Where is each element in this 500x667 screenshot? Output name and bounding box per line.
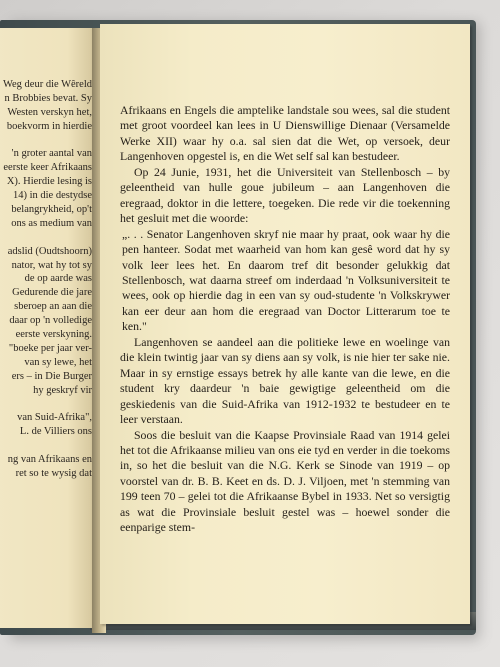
- left-page-line: ng van Afrikaans en: [7, 454, 92, 466]
- left-page-line: belangrykheid, op't: [11, 204, 92, 216]
- left-page-line: ons as medium van: [11, 217, 92, 229]
- left-page-line: Weg deur die Wêreld: [2, 79, 92, 90]
- left-page-line: de op aarde was: [24, 273, 92, 285]
- left-page-line: ers – in Die Burger: [11, 370, 92, 382]
- paragraph-2: Op 24 Junie, 1931, het die Universiteit van Stellenbosch – by geleentheid van hulle goue jubileum – aan Langenhoven die eregraad, doktor in die lettere, toegeken. Die rede vir die toekenning het gesluit met die woorde:: [120, 164, 450, 226]
- left-page-line: L. de Villiers ons: [19, 426, 92, 438]
- left-page-line: van sy lewe, het: [24, 356, 92, 368]
- right-page-text: [120, 103, 450, 536]
- left-page-line: Westen verskyn het,: [7, 106, 92, 118]
- left-page-line: Gedurende die jare: [12, 287, 92, 299]
- paragraph-5: Soos die besluit van die Kaapse Provinsiale Raad van 1914 gelei het tot die Afrikaanse milieu van ons eie tyd en verder in die toekoms in, so het die besluit van die N.G. Kerk se Sinode van 1919 – op voorstel van dr. B. B. Keet en ds. D. J. Viljoen, met 'n stemming van 199 teen 70 – gelei tot die Afrikaanse Bybel in 1933. Net so versigtig as wat die Provinsiale besluit gestel was – hoewel sonder die eenparige stem-: [120, 427, 450, 535]
- left-page-line: adslid (Oudtshoorn): [7, 245, 92, 257]
- left-page-line: sberoep an aan die: [14, 301, 92, 313]
- left-page-line: 14) in die destydse: [12, 190, 92, 202]
- left-page-line: [0, 439, 92, 453]
- left-page-line: [0, 134, 92, 148]
- paragraph-quote: „. . . Senator Langenhoven skryf nie maar hy praat, ook waar hy die pen hanteer. Sodat met waarheid van hom kan gesê word dat hy sy volk leer lees het. En daarom tref dit besonder gelukkig dat Stellenbosch, wat daarna streef om inderdaad 'n Volksuniversiteit te wees, ook op hierdie dag in een van sy oud-studente 'n Volkskrywer kan eer deur aan hom die eregraad van Doctor Litterarum toe te ken.": [122, 226, 450, 334]
- left-page-line: 'n groter aantal van: [11, 148, 92, 160]
- left-page-line: eerste verskyning.: [15, 329, 92, 341]
- left-page-line: boekvorm in hierdie: [6, 120, 92, 132]
- left-page-line: ret so te wysig dat: [15, 467, 92, 479]
- left-page-line: nator, wat hy tot sy: [11, 259, 92, 271]
- paragraph-4: Langenhoven se aandeel aan die politieke lewe en woelinge van die klein twintig jaar van sy diens aan sy volk, is nie hier ter sake nie. Maar in sy ernstige essays betrek hy alle kante van die lewe, en die student kry daardeur 'n baie gewigtige geleentheid om die geskiedenis van die Suid-Afrika van 1912-1932 te bestudeer en te leer verstaan.: [120, 334, 450, 427]
- left-page-line: eerste keer Afrikaans: [3, 162, 92, 174]
- left-page-line: daar op 'n volledige: [9, 315, 92, 327]
- left-page-line: [0, 231, 92, 245]
- left-page-line: X). Hierdie lesing is: [6, 176, 92, 188]
- left-page-line: n Brobbies bevat. Sy: [4, 92, 92, 104]
- left-page-line: [0, 397, 92, 411]
- right-page: [100, 24, 470, 624]
- left-page-line: hy geskryf vir: [33, 384, 92, 396]
- paragraph-1: Afrikaans en Engels die amptelike landstale sou wees, sal die student met groot voordeel kan lees in U Dienswillige Dienaar (Versamelde Werke XII) waar hy o.a. sal sien dat die Wet, op versoek, deur Langenhoven opgestel is, en die Wet self sal kan bestudeer.: [120, 103, 450, 164]
- left-page-line: van Suid-Afrika",: [17, 412, 92, 424]
- left-page-text: [0, 78, 92, 481]
- left-page: [0, 28, 98, 628]
- left-page-line: "boeke per jaar ver-: [8, 342, 92, 354]
